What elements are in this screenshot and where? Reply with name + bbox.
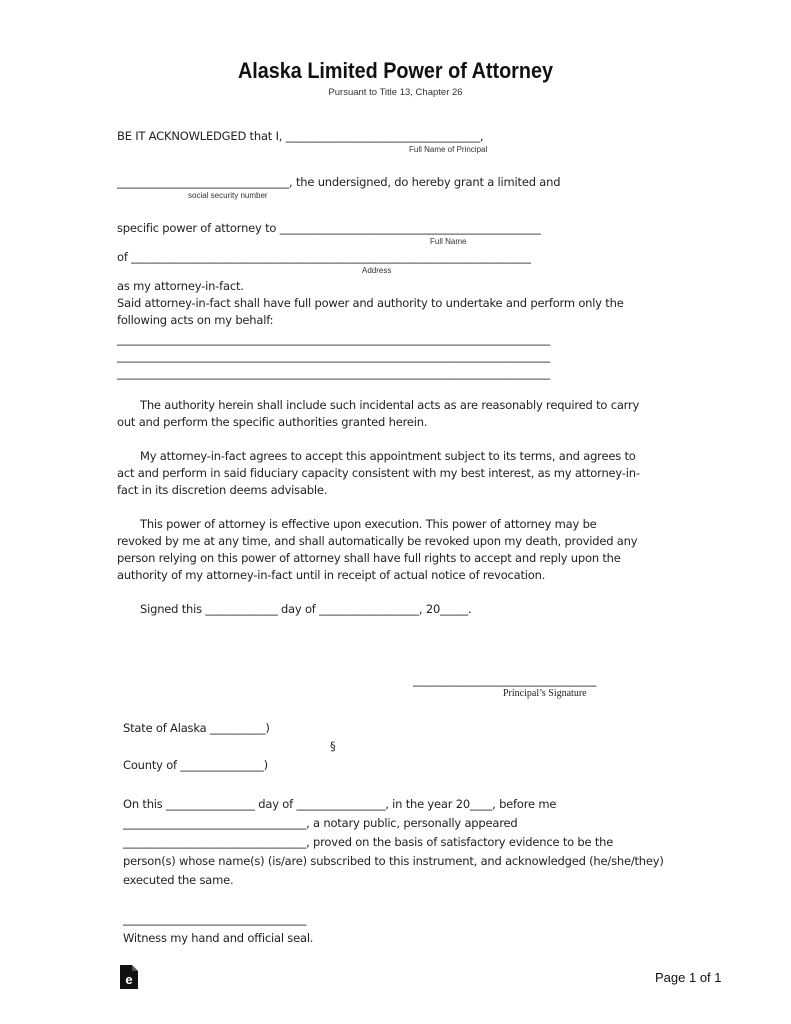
notary-paragraph-line: _________________________________, proved on the basis of satisfactory evidence to be the bbox=[123, 835, 614, 849]
notary-paragraph-line: _________________________________, a notary public, personally appeared bbox=[123, 816, 518, 830]
address-caption: Address bbox=[362, 266, 392, 275]
notary-county-line: County of _______________) bbox=[123, 758, 268, 772]
attorney-in-fact-line: as my attorney-in-fact. bbox=[117, 279, 244, 293]
notary-paragraph-line: person(s) whose name(s) (is/are) subscribed to this instrument, and acknowledged (he/she/they) bbox=[123, 854, 664, 868]
eforms-logo-icon bbox=[118, 964, 140, 990]
notary-paragraph-line: executed the same. bbox=[123, 873, 234, 887]
principal-signature-caption: Principal’s Signature bbox=[503, 688, 587, 699]
revocation-paragraph-line: authority of my attorney-in-fact until in receipt of actual notice of revocation. bbox=[117, 568, 546, 582]
address-line: of ________________________________________________________________________ bbox=[117, 250, 531, 264]
notary-signature-line: _________________________________ bbox=[123, 912, 307, 926]
document-subtitle: Pursuant to Title 13, Chapter 26 bbox=[328, 87, 463, 98]
section-symbol: § bbox=[330, 739, 336, 753]
revocation-paragraph-line: revoked by me at any time, and shall automatically be revoked upon my death, provided any bbox=[117, 534, 638, 548]
acts-blank-line-3: ______________________________________________________________________________ bbox=[117, 366, 550, 380]
acts-line: following acts on my behalf: bbox=[117, 313, 274, 327]
acts-blank-line-1: ______________________________________________________________________________ bbox=[117, 332, 550, 346]
principal-signature-line: _________________________________ bbox=[413, 673, 597, 687]
agreement-paragraph-line: My attorney-in-fact agrees to accept this appointment subject to its terms, and agrees to bbox=[140, 449, 636, 463]
authority-paragraph-line: The authority herein shall include such incidental acts as are reasonably required to carry bbox=[140, 398, 640, 412]
document-title: Alaska Limited Power of Attorney bbox=[237, 58, 554, 83]
revocation-paragraph-line: person relying on this power of attorney shall have full rights to accept and reply upon the bbox=[117, 551, 621, 565]
acts-blank-line-2: ______________________________________________________________________________ bbox=[117, 349, 550, 363]
specific-power-line: specific power of attorney to _______________________________________________ bbox=[117, 221, 541, 235]
ssn-caption: social security number bbox=[188, 191, 268, 200]
signed-date-line: Signed this _____________ day of __________________, 20_____. bbox=[140, 602, 472, 616]
revocation-paragraph-line: This power of attorney is effective upon execution. This power of attorney may be bbox=[140, 517, 597, 531]
attorney-name-caption: Full Name bbox=[430, 237, 467, 246]
notary-paragraph-line: On this ________________ day of ________________, in the year 20____, before me bbox=[123, 797, 557, 811]
authority-line: Said attorney-in-fact shall have full power and authority to undertake and perform only the bbox=[117, 296, 624, 310]
witness-statement: Witness my hand and official seal. bbox=[123, 931, 314, 945]
agreement-paragraph-line: act and perform in said fiduciary capacity consistent with my best interest, as my attorney-in- bbox=[117, 466, 640, 480]
principal-name-caption: Full Name of Principal bbox=[409, 145, 488, 154]
acknowledgement-line: BE IT ACKNOWLEDGED that I, ___________________________________, bbox=[117, 129, 484, 143]
ssn-line: _______________________________, the undersigned, do hereby grant a limited and bbox=[117, 175, 561, 189]
page-number: Page 1 of 1 bbox=[655, 970, 722, 985]
agreement-paragraph-line: fact in its discretion deems advisable. bbox=[117, 483, 328, 497]
authority-paragraph-line: out and perform the specific authorities granted herein. bbox=[117, 415, 428, 429]
svg-text:e: e bbox=[125, 972, 133, 987]
notary-state-line: State of Alaska __________) bbox=[123, 721, 270, 735]
